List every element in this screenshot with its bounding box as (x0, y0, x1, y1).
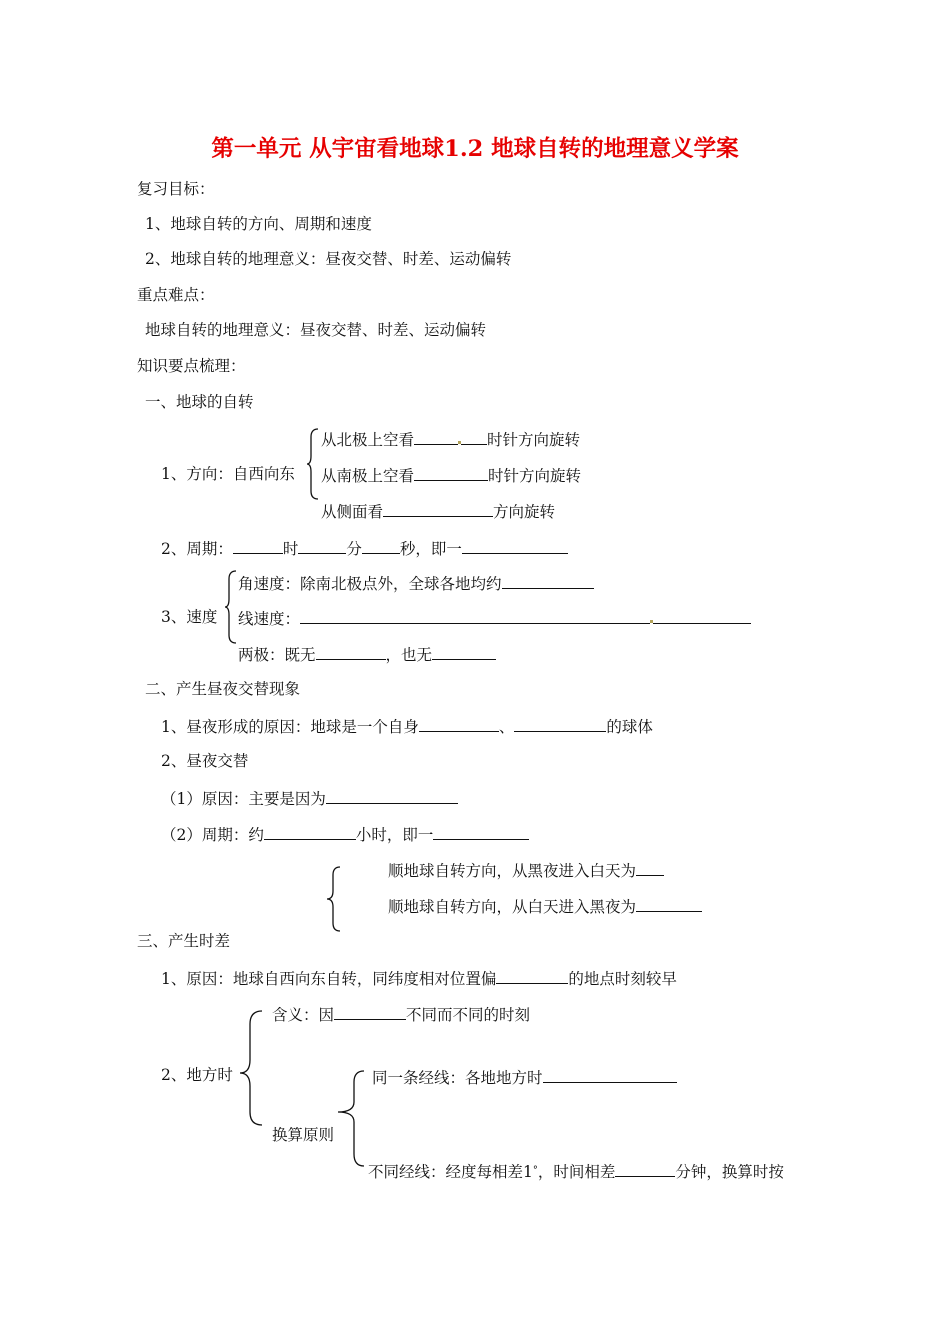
blank-cause-2[interactable] (514, 715, 606, 732)
key-text: 地球自转的地理意义：昼夜交替、时差、运动偏转 (145, 321, 487, 339)
dawn-dusk-brace (326, 866, 342, 932)
goal-2: 2、地球自转的地理意义：昼夜交替、时差、运动偏转 (145, 250, 512, 268)
dusk-line: 顺地球自转方向，从白天进入黑夜为 (388, 895, 702, 917)
blank-side[interactable] (383, 500, 493, 517)
blank-angular[interactable] (502, 572, 594, 589)
blank-same-time[interactable] (543, 1066, 677, 1083)
alternation-period: （2）周期：约 小时，即一 (161, 823, 529, 845)
day-night-cause: 1、昼夜形成的原因：地球是一个自身 、 的球体 (161, 715, 653, 737)
period-line: 2、周期： 时 分 秒，即一 (161, 537, 568, 559)
angular-speed: 角速度：除南北极点外，全球各地均约 (238, 572, 594, 594)
blank-hours-count[interactable] (264, 823, 356, 840)
direction-brace (306, 428, 320, 500)
blank-longitude[interactable] (334, 1003, 406, 1020)
speed-brace (224, 570, 238, 644)
goals-heading: 复习目标： (137, 180, 215, 198)
linear-speed: 线速度： (238, 607, 751, 629)
blank-poles-2[interactable] (432, 643, 496, 660)
direction-south: 从南极上空看 时针方向旋转 (321, 464, 581, 486)
blank-dawn[interactable] (636, 859, 664, 876)
local-time-meaning: 含义：因 不同而不同的时刻 (272, 1003, 530, 1025)
blank-period-name[interactable] (462, 537, 568, 554)
key-heading: 重点难点： (137, 286, 215, 304)
speed-label: 3、速度 (161, 608, 218, 626)
blank-minutes[interactable] (298, 537, 346, 554)
local-time-brace (238, 1010, 264, 1126)
blank-north-2[interactable] (461, 428, 487, 445)
conversion-rule: 换算原则 (272, 1126, 335, 1144)
page-title: 第一单元 从宇宙看地球1.2 地球自转的地理意义学案 (211, 136, 739, 162)
blank-south[interactable] (414, 464, 488, 481)
blank-day-name[interactable] (433, 823, 529, 840)
direction-north: 从北极上空看 时针方向旋转 (321, 428, 580, 450)
direction-side: 从侧面看 方向旋转 (321, 500, 555, 522)
blank-north-1[interactable] (414, 428, 458, 445)
alternation-heading: 2、昼夜交替 (161, 752, 249, 770)
goal-1: 1、地球自转的方向、周期和速度 (145, 215, 372, 233)
blank-dusk[interactable] (636, 895, 702, 912)
different-longitude: 不同经线：经度每相差1°，时间相差 分钟，换算时按 (368, 1160, 784, 1182)
section-1-heading: 一、地球的自转 (145, 393, 254, 411)
blank-reason[interactable] (326, 787, 458, 804)
blank-minutes-diff[interactable] (615, 1160, 675, 1177)
conversion-brace (336, 1070, 366, 1168)
alternation-reason: （1）原因：主要是因为 (161, 787, 458, 809)
section-2-heading: 二、产生昼夜交替现象 (145, 680, 301, 698)
direction-label: 1、方向：自西向东 (161, 465, 295, 483)
blank-linear-2[interactable] (653, 607, 751, 624)
blank-seconds[interactable] (362, 537, 400, 554)
same-longitude: 同一条经线：各地地方时 (372, 1066, 677, 1088)
knowledge-heading: 知识要点梳理： (137, 357, 246, 375)
blank-linear-1[interactable] (300, 607, 650, 624)
local-time-label: 2、地方时 (161, 1066, 233, 1084)
poles-line: 两极：既无 ，也无 (238, 643, 496, 665)
blank-poles-1[interactable] (316, 643, 386, 660)
blank-cause-1[interactable] (419, 715, 499, 732)
blank-direction[interactable] (496, 967, 568, 984)
blank-hours[interactable] (233, 537, 283, 554)
section-3-heading: 三、产生时差 (137, 932, 231, 950)
time-difference-cause: 1、原因：地球自西向东自转，同纬度相对位置偏 的地点时刻较早 (161, 967, 677, 989)
dawn-line: 顺地球自转方向，从黑夜进入白天为 (388, 859, 664, 881)
